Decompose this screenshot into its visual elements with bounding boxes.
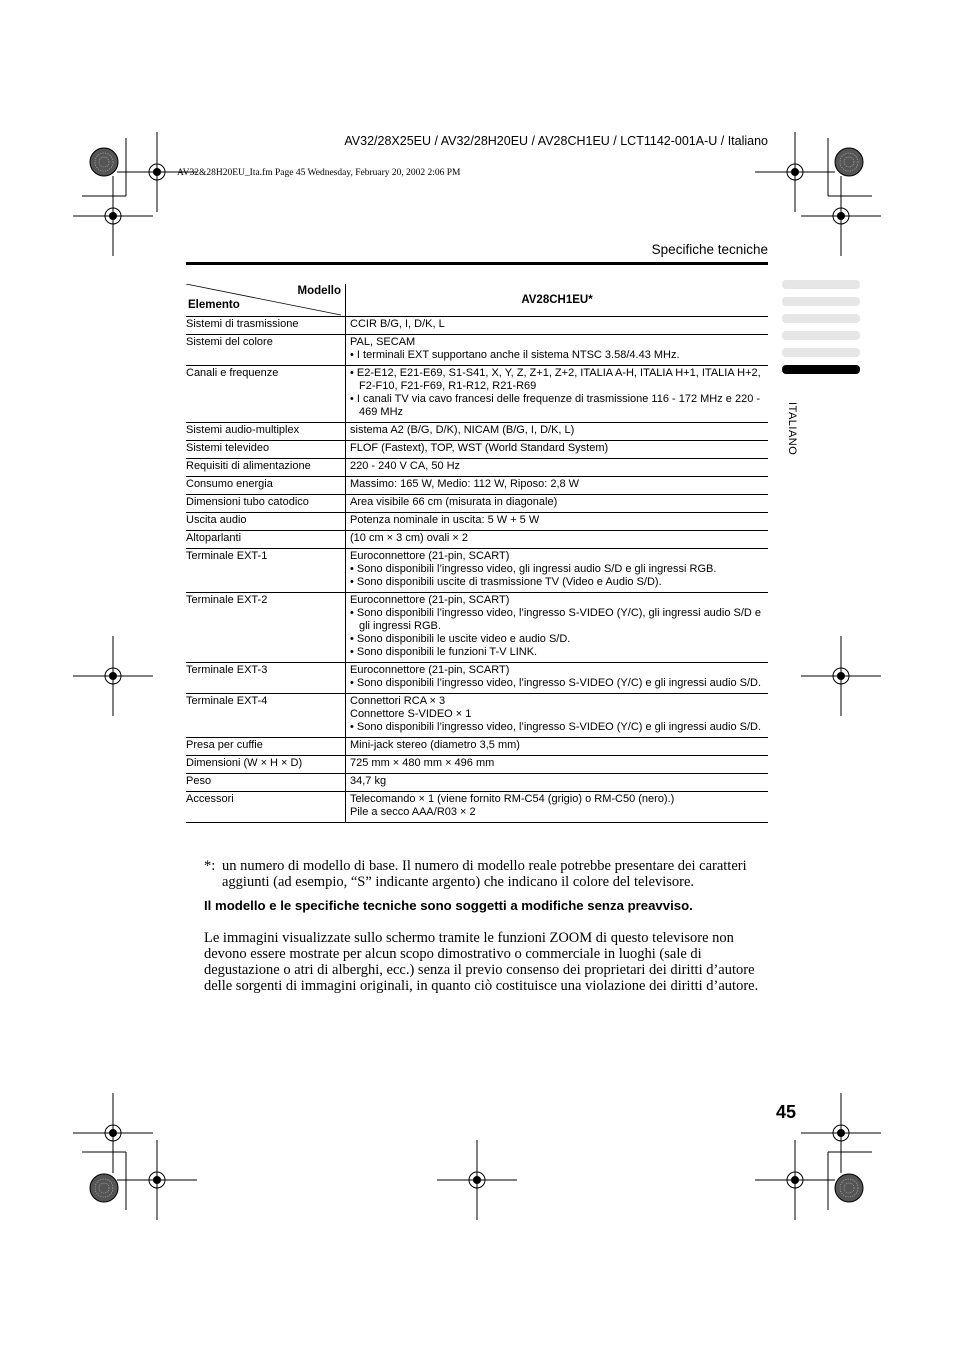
spec-label: Dimensioni (W × H × D) bbox=[186, 756, 346, 774]
color-target-icon bbox=[90, 1174, 118, 1202]
spec-label: Sistemi di trasmissione bbox=[186, 317, 346, 335]
bullet-icon: • bbox=[350, 646, 357, 658]
registration-mark-icon bbox=[801, 176, 881, 256]
header-element-label: Elemento bbox=[188, 299, 240, 311]
registration-mark-icon bbox=[73, 636, 153, 716]
spec-bullet-text: E2-E12, E21-E69, S1-S41, X, Y, Z, Z+1, Z+2, ITALIA A-H, ITALIA H+1, ITALIA H+2, F2-F10, F21-F69, R1-R12, R21-R69 bbox=[356, 367, 761, 392]
spec-bullet-text: Sono disponibili l’ingresso video, l’ingresso S-VIDEO (Y/C), gli ingressi audio S/D e gli ingressi RGB. bbox=[356, 607, 762, 632]
spec-label: Requisiti di alimentazione bbox=[186, 459, 346, 477]
footnote-mark: *: bbox=[204, 858, 216, 874]
spec-label: Sistemi del colore bbox=[186, 335, 346, 366]
spec-bullet-text: Sono disponibili l’ingresso video, l’ingresso S-VIDEO (Y/C) e gli ingressi audio S/D. bbox=[356, 721, 762, 733]
header-model-label: Modello bbox=[297, 285, 341, 297]
zoom-disclaimer-paragraph: Le immagini visualizzate sullo schermo tramite le funzioni ZOOM di questo televisore non devono essere mostrate per alcun scopo dimostrativo o commerciale in luoghi (sale di degustazione o atri di alberghi, ecc.) senza il previo consenso dei proprietari dei diritti d’autore delle sorgenti di immagini originali, in quanto ciò costituisce una violazione dei diritti d’autore. bbox=[204, 930, 759, 994]
spec-bullet-text: Sono disponibili uscite di trasmissione TV (Video e Audio S/D). bbox=[356, 576, 662, 588]
spec-value-line: 725 mm × 480 mm × 496 mm bbox=[350, 757, 495, 769]
spec-label: Dimensioni tubo catodico bbox=[186, 495, 346, 513]
bullet-icon: • bbox=[350, 677, 357, 689]
model-name-header: AV28CH1EU* bbox=[346, 284, 769, 317]
file-info-line: AV32&28H20EU_Ita.fm Page 45 Wednesday, February 20, 2002 2:06 PM bbox=[177, 168, 461, 178]
spec-value-line: Massimo: 165 W, Medio: 112 W, Riposo: 2,8 W bbox=[350, 478, 580, 490]
registration-mark-icon bbox=[801, 636, 881, 716]
spec-value-line: Connettore S-VIDEO × 1 bbox=[350, 708, 472, 720]
spec-label: Uscita audio bbox=[186, 513, 346, 531]
bullet-icon: • bbox=[350, 721, 357, 733]
spec-value-line: Euroconnettore (21-pin, SCART) bbox=[350, 594, 510, 606]
spec-value-line: FLOF (Fastext), TOP, WST (World Standard System) bbox=[350, 442, 609, 454]
bullet-icon: • bbox=[350, 393, 357, 405]
spec-bullet-text: Sono disponibili le funzioni T-V LINK. bbox=[356, 646, 538, 658]
registration-mark-icon bbox=[755, 1140, 835, 1220]
spec-bullet-text: Sono disponibili le uscite video e audio S/D. bbox=[356, 633, 571, 645]
bullet-icon: • bbox=[350, 367, 357, 379]
spec-value-line: Area visibile 66 cm (misurata in diagonale) bbox=[350, 496, 558, 508]
spec-label: Terminale EXT-4 bbox=[186, 694, 346, 738]
registration-mark-icon bbox=[755, 132, 835, 212]
spec-value-line: Mini-jack stereo (diametro 3,5 mm) bbox=[350, 739, 520, 751]
crop-lines-icon bbox=[82, 138, 872, 1210]
spec-value-line: Potenza nominale in uscita: 5 W + 5 W bbox=[350, 514, 540, 526]
language-tab-label: ITALIANO bbox=[786, 402, 798, 456]
spec-label: Accessori bbox=[186, 792, 346, 823]
registration-mark-icon bbox=[73, 176, 153, 256]
bullet-icon: • bbox=[350, 349, 357, 361]
bullet-icon: • bbox=[350, 563, 357, 575]
registration-mark-icon bbox=[801, 1093, 881, 1173]
spec-bullet-text: I canali TV via cavo francesi delle frequenze di trasmissione 116 - 172 MHz e 220 - 469 MHz bbox=[356, 393, 761, 418]
spec-value-line: Connettori RCA × 3 bbox=[350, 695, 446, 707]
spec-label: Sistemi televideo bbox=[186, 441, 346, 459]
spec-label: Peso bbox=[186, 774, 346, 792]
spec-value-line: 220 - 240 V CA, 50 Hz bbox=[350, 460, 461, 472]
spec-bullet-text: Sono disponibili l’ingresso video, gli ingressi audio S/D e gli ingressi RGB. bbox=[356, 563, 717, 575]
bullet-icon: • bbox=[350, 607, 357, 619]
color-target-icon bbox=[835, 148, 863, 176]
color-target-icon bbox=[835, 1174, 863, 1202]
registration-mark-icon bbox=[117, 1140, 197, 1220]
spec-label: Consumo energia bbox=[186, 477, 346, 495]
footnote-text: un numero di modello di base. Il numero di modello reale potrebbe presentare dei caratteri aggiunti (ad esempio, “S” indicante argento) che indicano il colore del televisore. bbox=[222, 858, 747, 890]
spec-value-line: Euroconnettore (21-pin, SCART) bbox=[350, 664, 510, 676]
color-target-icon bbox=[90, 148, 118, 176]
registration-mark-icon bbox=[437, 1140, 517, 1220]
spec-value-line: CCIR B/G, I, D/K, L bbox=[350, 318, 445, 330]
spec-value-line: Euroconnettore (21-pin, SCART) bbox=[350, 550, 510, 562]
notice-text: Il modello e le specifiche tecniche sono soggetti a modifiche senza preavviso. bbox=[204, 898, 693, 913]
document-header: AV32/28X25EU / AV32/28H20EU / AV28CH1EU / LCT1142-001A-U / Italiano bbox=[344, 134, 768, 148]
spec-value-line: Pile a secco AAA/R03 × 2 bbox=[350, 806, 476, 818]
spec-value-line: 34,7 kg bbox=[350, 775, 387, 787]
page-number: 45 bbox=[775, 1102, 796, 1122]
registration-mark-icon bbox=[117, 132, 197, 212]
spec-label: Altoparlanti bbox=[186, 531, 346, 549]
spec-value-line: sistema A2 (B/G, D/K), NICAM (B/G, I, D/K, L) bbox=[350, 424, 575, 436]
spec-label: Terminale EXT-3 bbox=[186, 663, 346, 694]
spec-label: Sistemi audio-multiplex bbox=[186, 423, 346, 441]
bullet-icon: • bbox=[350, 576, 357, 588]
spec-label: Terminale EXT-1 bbox=[186, 549, 346, 593]
spec-value-line: PAL, SECAM bbox=[350, 336, 416, 348]
spec-bullet-text: I terminali EXT supportano anche il sistema NTSC 3.58/4.43 MHz. bbox=[356, 349, 680, 361]
bullet-icon: • bbox=[350, 633, 357, 645]
spec-label: Presa per cuffie bbox=[186, 738, 346, 756]
spec-value-line: Telecomando × 1 (viene fornito RM-C54 (grigio) o RM-C50 (nero).) bbox=[350, 793, 675, 805]
section-title: Specifiche tecniche bbox=[651, 242, 768, 257]
spec-label: Canali e frequenze bbox=[186, 366, 346, 423]
spec-bullet-text: Sono disponibili l’ingresso video, l’ingresso S-VIDEO (Y/C) e gli ingressi audio S/D. bbox=[356, 677, 762, 689]
spec-value-line: (10 cm × 3 cm) ovali × 2 bbox=[350, 532, 468, 544]
spec-label: Terminale EXT-2 bbox=[186, 593, 346, 663]
registration-mark-icon bbox=[73, 1093, 153, 1173]
